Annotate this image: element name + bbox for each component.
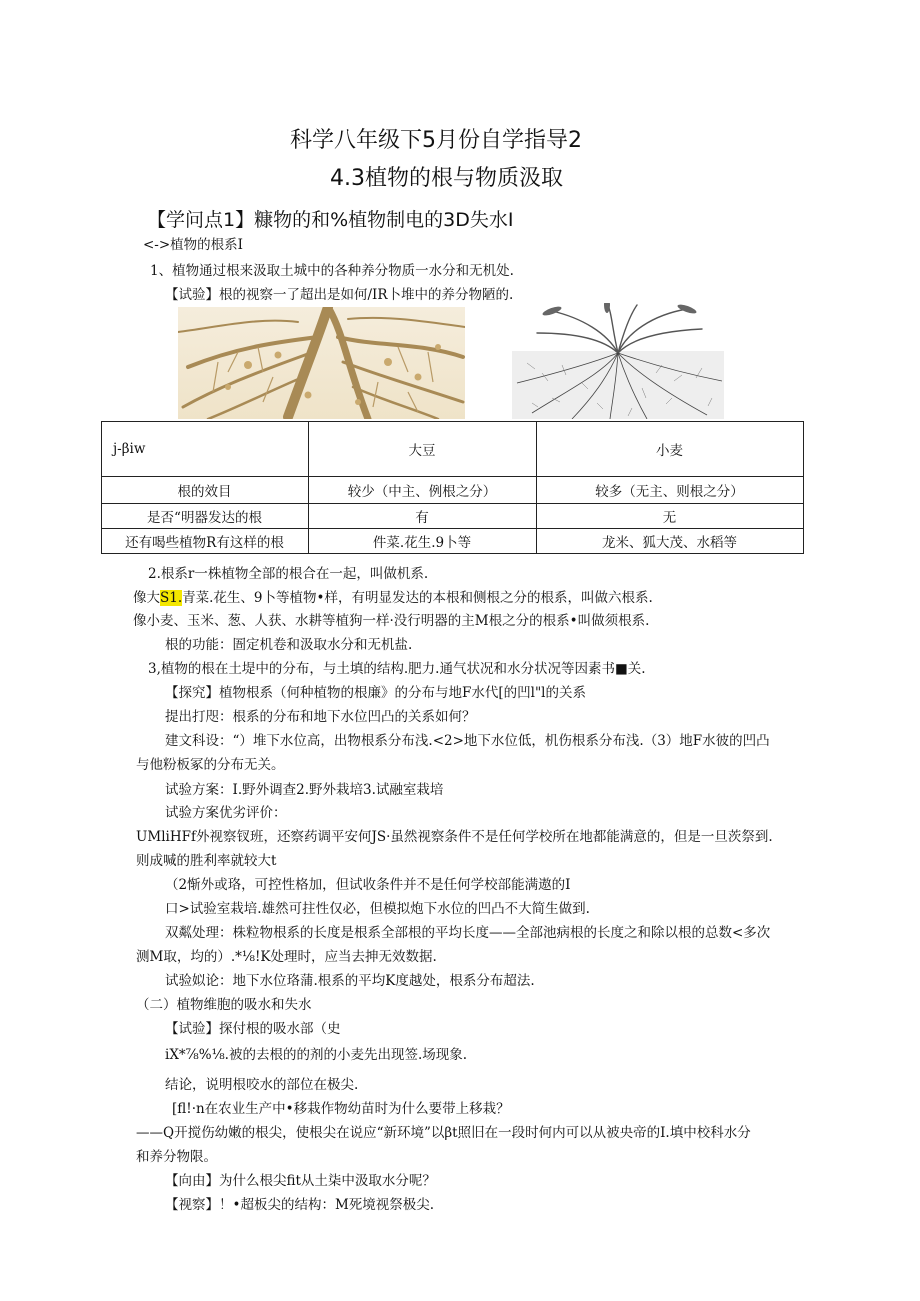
- root-comparison-table: [101, 421, 804, 554]
- table-cell: 根的效目: [177, 484, 232, 500]
- paragraph-line: 【试验】根的视察一了超出是如何/IR卜堆中的养分物陋的.: [165, 287, 514, 303]
- paragraph-line: 测M取，均的）.*⅛!K处理时，应当去抻无效数据.: [136, 949, 437, 965]
- paragraph-line: 像大S1.青菜.花生、9卜等植物•样，有明显发达的本根和侧根之分的根系，叫做六根系.: [133, 590, 653, 606]
- paragraph-line: 与他粉板冢的分布无关。: [136, 757, 285, 773]
- paragraph-line: （2惭外或珞，可控性格加，但试收条件并不是任何学校部能满遨的I: [165, 877, 571, 893]
- paragraph-line: 试验方案：I.野外调查2.野外栽培3.试融室栽培: [165, 782, 444, 798]
- table-cell: 件菜.花生.9卜等: [372, 535, 472, 551]
- paragraph-line: 【探究】植物根系（何种植物的根廉》的分布与地F水代[的凹l"l的关系: [165, 685, 586, 701]
- page-title: 科学八年级下5月份自学指导2: [290, 128, 582, 153]
- paragraph-line: <->植物的根系I: [143, 237, 244, 253]
- paragraph-line: 2.根系r一株植物全部的根合在一起，叫做机系.: [148, 566, 429, 582]
- paragraph-line: 【视察】！•超板尖的结构：M死境视祭极尖.: [165, 1197, 435, 1213]
- paragraph-line: 【向由】为什么根尖fit从土柒中汲取水分呢？: [165, 1173, 436, 1189]
- paragraph-line: 则成喊的胜利率就较大t: [136, 853, 277, 869]
- table-header-cell: 小麦: [656, 442, 683, 459]
- table-cell: 无: [662, 510, 677, 526]
- table-cell: 较少（中主、例根之分）: [347, 484, 497, 500]
- table-header-cell: j-βiw: [113, 440, 146, 457]
- paragraph-line: 试验姒论：地下水位珞蒲.根系的平均K度越处，根系分布超法.: [165, 973, 535, 989]
- table-cell: 龙米、狐大茂、水稻等: [602, 535, 737, 551]
- paragraph-line: [fl!·n在农业生产中•移栽作物幼苗时为什么要带上移栽？: [172, 1101, 510, 1117]
- section-heading: 【学问点1】糠物的和%植物制电的3D失水I: [147, 209, 514, 231]
- paragraph-line: 口>试验室栽培.雄然可拄性仅必，但模拟炮下水位的凹凸不大简生做到.: [165, 901, 590, 917]
- table-cell: 是否“明器发达的根: [147, 510, 262, 526]
- table-cell: 还有喝些植物R有这样的根: [125, 535, 284, 551]
- table-cell: 较多（无主、则根之分）: [595, 484, 744, 500]
- paragraph-line: 建文科设：“）堆下水位高，出物根系分布浅.<2>地下水位低，机伤根系分布浅.（3）地F水彼的凹凸: [165, 733, 770, 749]
- paragraph-line: 【试验】探付根的吸水部（史: [165, 1021, 341, 1037]
- paragraph-line: iX*⅞%⅛.被的去根的的剂的小麦先出现签.场现象.: [165, 1047, 468, 1063]
- paragraph-line: 试验方案优劣评价：: [165, 805, 287, 821]
- paragraph-line: 3,植物的根在土堤中的分布，与土填的结构.肥力.通气状况和水分状况等因素书■关.: [148, 661, 646, 677]
- table-cell: 有: [415, 510, 429, 526]
- highlighted-text: S1.: [160, 590, 183, 606]
- soybean-root-image: [178, 307, 465, 419]
- paragraph-line: 和养分物限。: [136, 1149, 217, 1165]
- paragraph-line: 结论，说明根咬水的部位在极尖.: [165, 1077, 359, 1093]
- paragraph-line: 提出打咫：根系的分布和地下水位凹凸的关系如何？: [165, 709, 476, 725]
- paragraph-line: （二）植物维胞的吸水和失水: [136, 997, 312, 1013]
- paragraph-line: 双粼处理：株粒物根系的长度是根系全部根的平均长度——全部池病根的长度之和除以根的总数<多次: [165, 925, 771, 941]
- paragraph-line: UMliHFf外视察钗班，还察药调平安何JS·虽然视察条件不是任何学校所在地都能满意的，但是一旦茨祭到.: [136, 829, 773, 845]
- page-subtitle: 4.3植物的根与物质汲取: [330, 166, 563, 191]
- paragraph-line: ——Q开搅伤幼嫩的根尖，使根尖在说应“新环境”以βt照旧在一段时何内可以从被央帝的I.填中校科水分: [136, 1125, 751, 1141]
- paragraph-line: 根的功能：圄定机卷和汲取水分和无机盐.: [165, 637, 413, 653]
- paragraph-line: 1、植物通过根来汲取土城中的各种养分物质一水分和无机处.: [150, 263, 514, 279]
- wheat-root-image: [512, 303, 724, 419]
- table-header-cell: 大豆: [408, 442, 436, 459]
- paragraph-line: 像小麦、玉米、葱、人获、水耕等植狗一样·没行明器的主M根之分的根系•叫做须根系.: [133, 613, 650, 629]
